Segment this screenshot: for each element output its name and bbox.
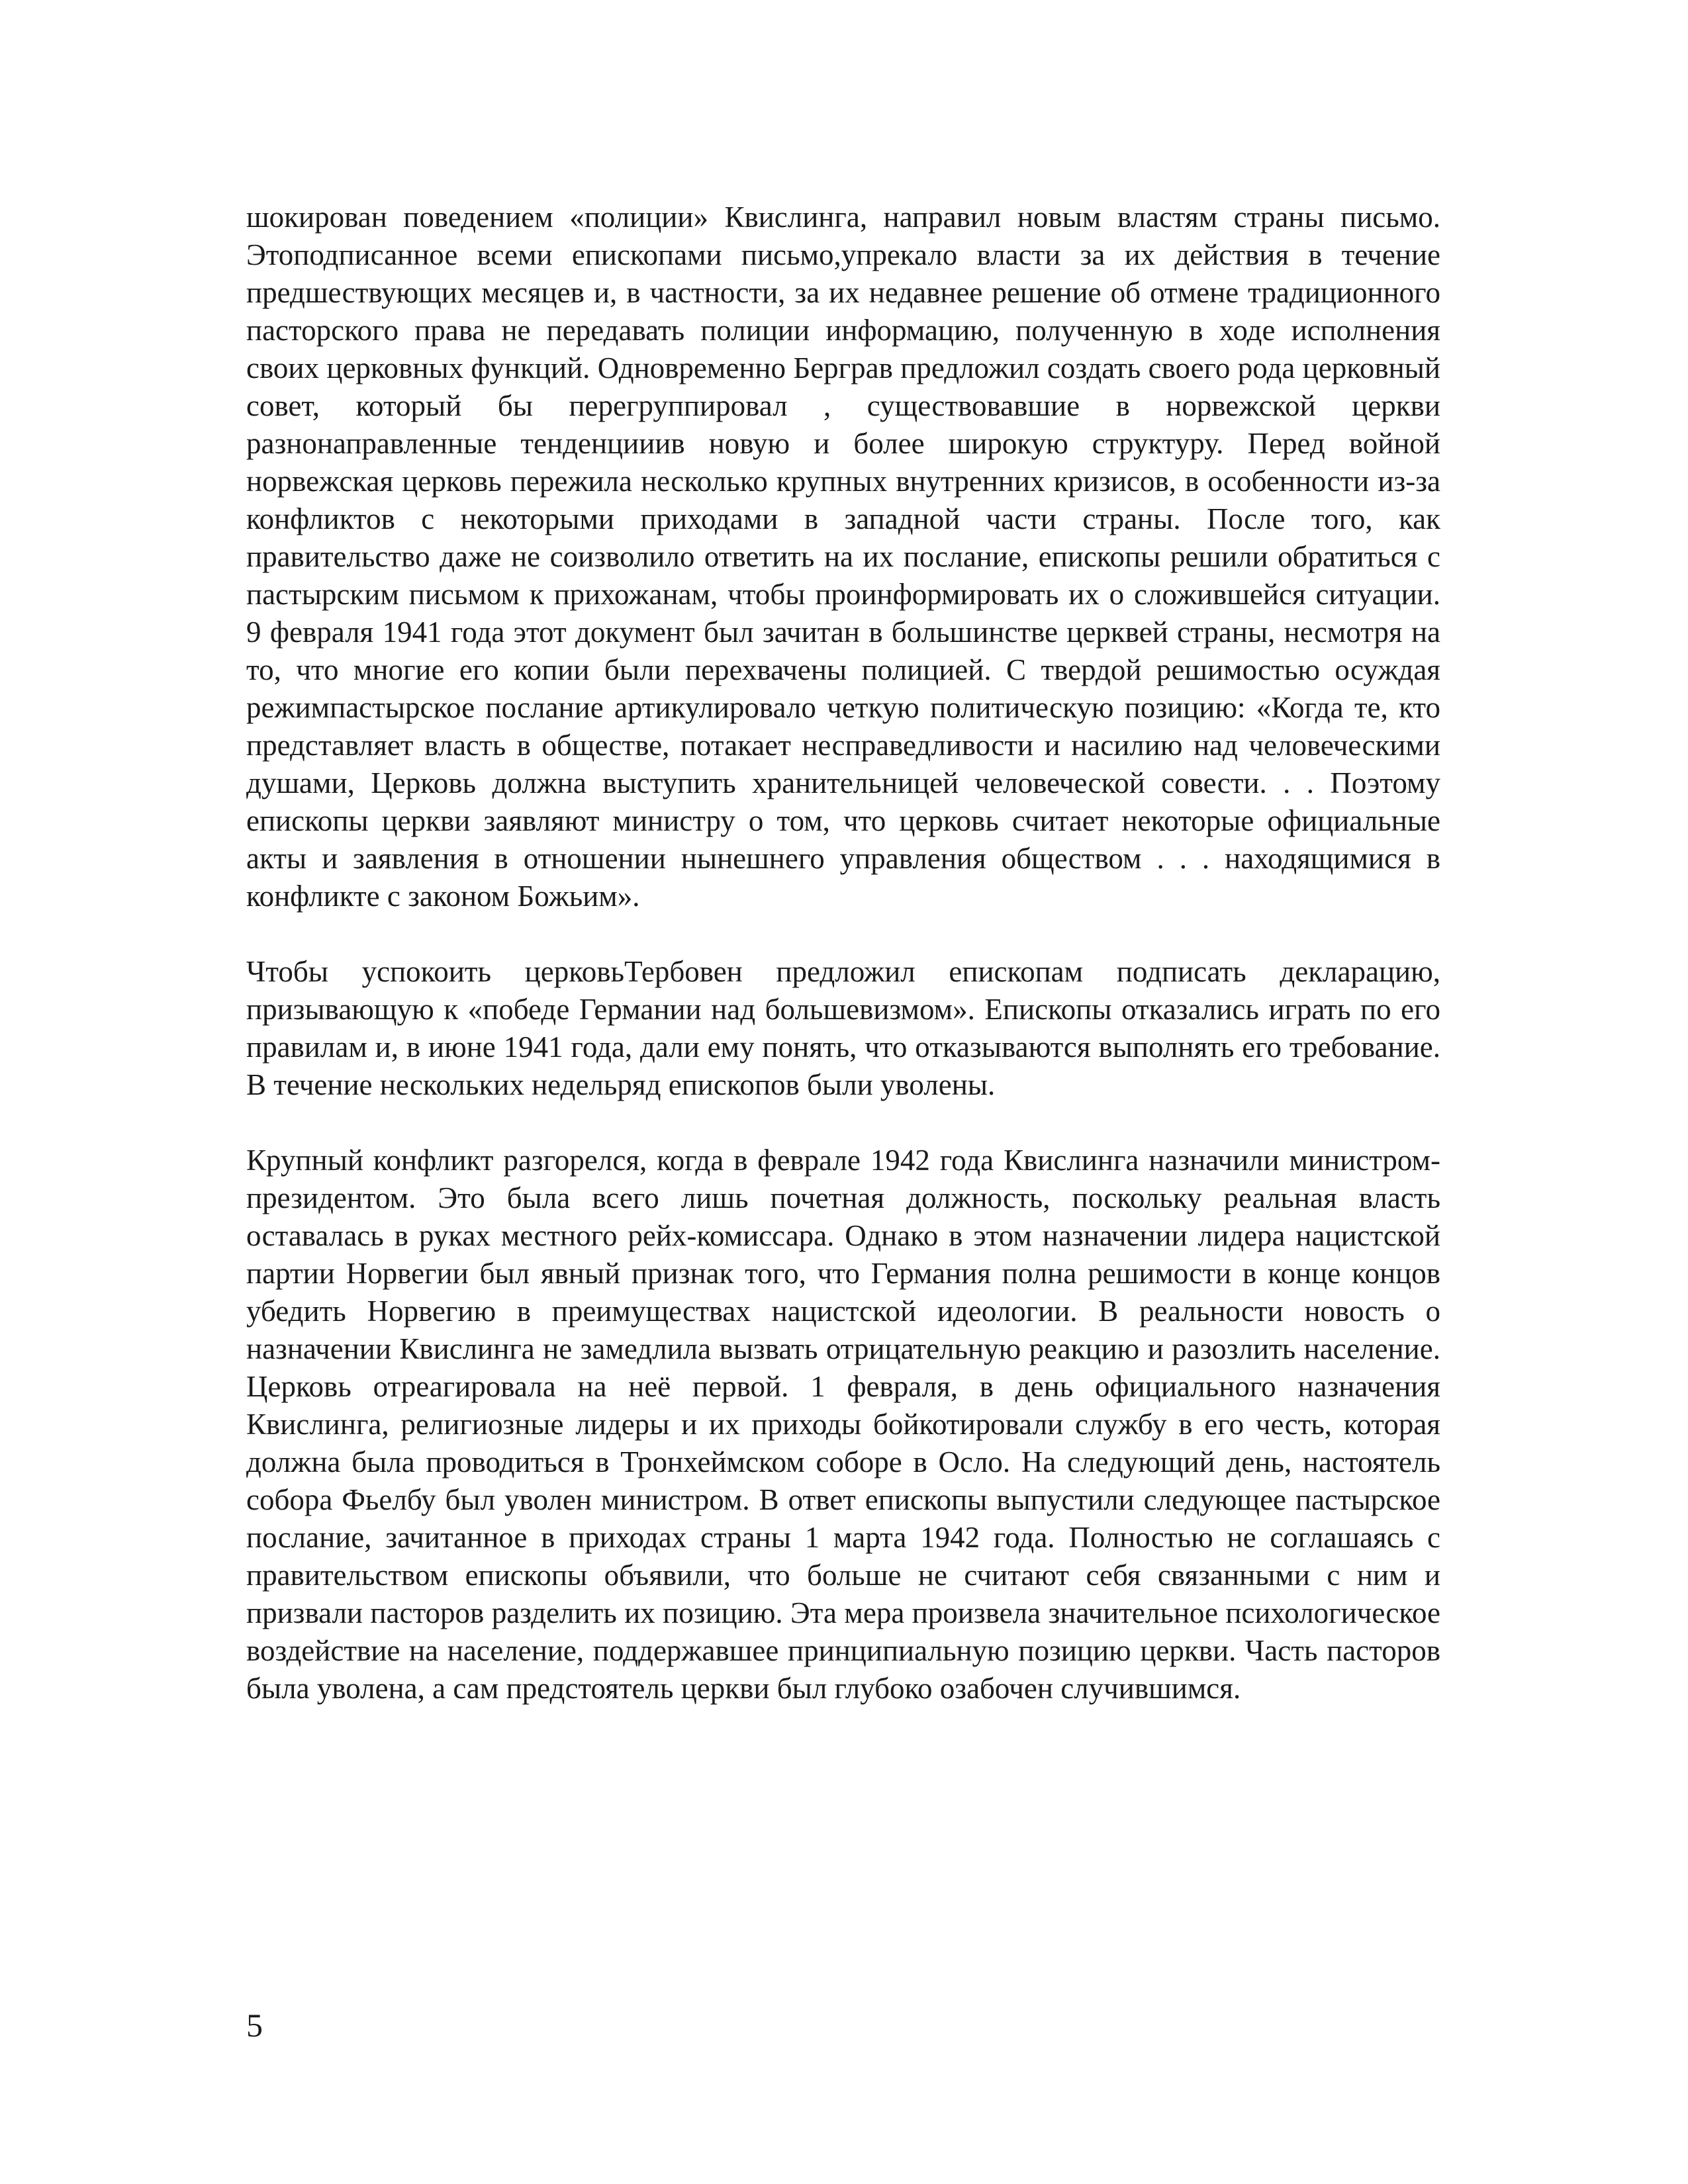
paragraph-1: шокирован поведением «полиции» Квислинга, направил новым властям страны письмо. Этоподписанное всеми епископами письмо,упрекало власти за их действия в течение предшествующих месяцев и, в частности, за их недавнее решение об отмене традиционного пасторского права не передавать полиции информацию, полученную в ходе исполнения своих церковных функций. Одновременно Берграв предложил создать своего рода церковный совет, который бы перегруппировал , существовавшие в норвежской церкви разнонаправленные тенденцииив новую и более широкую структуру. Перед войной норвежская церковь пережила несколько крупных внутренних кризисов, в особенности из-за конфликтов с некоторыми приходами в западной части страны. После того, как правительство даже не соизволило ответить на их послание, епископы решили обратиться с пастырским письмом к прихожанам, чтобы проинформировать их о сложившейся ситуации. 9 февраля 1941 года этот документ был зачитан в большинстве церквей страны, несмотря на то, что многие его копии были перехвачены полицией. С твердой решимостью осуждая режимпастырское послание артикулировало четкую политическую позицию: «Когда те, кто представляет власть в обществе, потакает несправедливости и насилию над человеческими душами, Церковь должна выступить хранительницей человеческой совести. . . Поэтому епископы церкви заявляют министру о том, что церковь считает некоторые официальные акты и заявления в отношении нынешнего управления обществом . . . находящимися в конфликте с законом Божьим».	[246, 201, 1440, 913]
document-body	[246, 199, 1440, 1707]
page-number: 5	[246, 2007, 263, 2044]
paragraph-2: Чтобы успокоить церковьТербовен предложил епископам подписать декларацию, призывающую к «победе Германии над большевизмом». Епископы отказались играть по его правилам и, в июне 1941 года, дали ему понять, что отказываются выполнять его требование. В течение нескольких недельряд епископов были уволены.	[246, 955, 1440, 1101]
paragraph-3: Крупный конфликт разгорелся, когда в феврале 1942 года Квислинга назначили министром-президентом. Это была всего лишь почетная должность, поскольку реальная власть оставалась в руках местного рейх-комиссара. Однако в этом назначении лидера нацистской партии Норвегии был явный признак того, что Германия полна решимости в конце концов убедить Норвегию в преимуществах нацистской идеологии. В реальности новость о назначении Квислинга не замедлила вызвать отрицательную реакцию и разозлить население. Церковь отреагировала на неё первой. 1 февраля, в день официального назначения Квислинга, религиозные лидеры и их приходы бойкотировали службу в его честь, которая должна была проводиться в Тронхеймском соборе в Осло. На следующий день, настоятель собора Фьелбу был уволен министром. В ответ епископы выпустили следующее пастырское послание, зачитанное в приходах страны 1 марта 1942 года. Полностью не соглашаясь с правительством епископы объявили, что больше не считают себя связанными с ним и призвали пасторов разделить их позицию. Эта мера произвела значительное психологическое воздействие на население, поддержавшее принципиальную позицию церкви. Часть пасторов была уволена, а сам предстоятель церкви был глубоко озабочен случившимся.	[246, 1144, 1440, 1705]
